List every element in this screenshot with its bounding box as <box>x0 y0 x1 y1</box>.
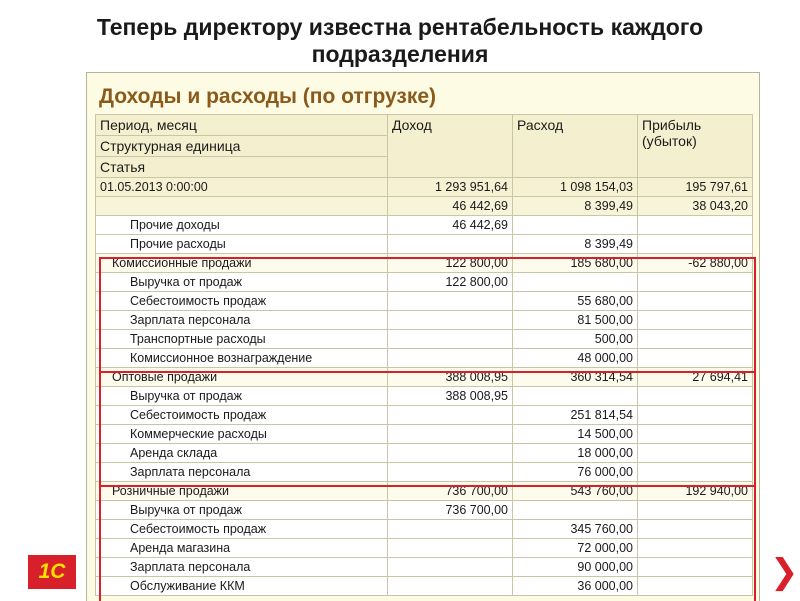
expense-cell[interactable]: 48 000,00 <box>513 349 638 368</box>
table-row[interactable] <box>96 406 753 425</box>
header-structural-unit[interactable]: Структурная единица <box>96 136 388 157</box>
expense-cell[interactable]: 90 000,00 <box>513 558 638 577</box>
income-cell[interactable] <box>388 425 513 444</box>
expense-cell[interactable]: 500,00 <box>513 330 638 349</box>
income-cell[interactable] <box>388 292 513 311</box>
table-row[interactable] <box>96 235 753 254</box>
row-label[interactable]: Себестоимость продаж <box>96 520 388 539</box>
profit-cell[interactable]: 192 940,00 <box>638 482 753 501</box>
profit-cell[interactable] <box>638 425 753 444</box>
header-row <box>96 115 753 136</box>
header-article[interactable]: Статья <box>96 157 388 178</box>
table-row[interactable] <box>96 558 753 577</box>
logo-1c-text: 1С <box>38 560 66 583</box>
income-cell[interactable] <box>388 235 513 254</box>
table-row[interactable] <box>96 216 753 235</box>
header-profit-line-2: (убыток) <box>642 133 697 149</box>
table-row[interactable] <box>96 539 753 558</box>
profit-cell[interactable] <box>638 235 753 254</box>
table-row[interactable] <box>96 577 753 596</box>
table-row[interactable] <box>96 463 753 482</box>
table-row[interactable] <box>96 197 753 216</box>
expense-cell[interactable]: 360 314,54 <box>513 368 638 387</box>
row-label[interactable]: Обслуживание ККМ <box>96 577 388 596</box>
table-row[interactable] <box>96 292 753 311</box>
income-cell[interactable]: 1 293 951,64 <box>388 178 513 197</box>
row-label[interactable]: Аренда магазина <box>96 539 388 558</box>
row-label[interactable]: Прочие доходы <box>96 216 388 235</box>
table-row[interactable] <box>96 178 753 197</box>
income-cell[interactable]: 736 700,00 <box>388 482 513 501</box>
table-row[interactable] <box>96 254 753 273</box>
row-label[interactable]: Аренда склада <box>96 444 388 463</box>
row-label[interactable]: Прочие расходы <box>96 235 388 254</box>
profit-cell[interactable] <box>638 330 753 349</box>
income-cell[interactable] <box>388 577 513 596</box>
profit-cell[interactable] <box>638 406 753 425</box>
table-row[interactable] <box>96 349 753 368</box>
income-cell[interactable]: 388 008,95 <box>388 368 513 387</box>
next-slide-arrow-icon[interactable]: ❯ <box>770 552 799 592</box>
row-label[interactable]: Транспортные расходы <box>96 330 388 349</box>
income-cell[interactable]: 122 800,00 <box>388 273 513 292</box>
income-cell[interactable] <box>388 349 513 368</box>
row-label[interactable]: Оптовые продажи <box>96 368 388 387</box>
row-label[interactable]: Комиссионные продажи <box>96 254 388 273</box>
table-row[interactable] <box>96 425 753 444</box>
profit-cell[interactable] <box>638 444 753 463</box>
report-window <box>86 72 760 601</box>
row-label[interactable]: Выручка от продаж <box>96 387 388 406</box>
table-row[interactable] <box>96 311 753 330</box>
table-row[interactable] <box>96 330 753 349</box>
profit-cell[interactable] <box>638 292 753 311</box>
profit-cell[interactable] <box>638 463 753 482</box>
table-row[interactable] <box>96 273 753 292</box>
expense-cell[interactable]: 8 399,49 <box>513 235 638 254</box>
income-cell[interactable]: 46 442,69 <box>388 197 513 216</box>
income-cell[interactable] <box>388 520 513 539</box>
row-label[interactable]: 01.05.2013 0:00:00 <box>96 178 388 197</box>
slide-title-line-1: Теперь директору известна рентабельность каждого <box>96 14 704 40</box>
expense-cell[interactable]: 36 000,00 <box>513 577 638 596</box>
row-label[interactable] <box>96 197 388 216</box>
row-label[interactable]: Зарплата персонала <box>96 311 388 330</box>
header-profit[interactable] <box>638 115 753 178</box>
table-row[interactable] <box>96 520 753 539</box>
profit-cell[interactable] <box>638 501 753 520</box>
income-cell[interactable]: 388 008,95 <box>388 387 513 406</box>
row-label[interactable]: Выручка от продаж <box>96 501 388 520</box>
header-expense[interactable]: Расход <box>513 115 638 178</box>
table-row[interactable] <box>96 368 753 387</box>
expense-cell[interactable]: 185 680,00 <box>513 254 638 273</box>
expense-cell[interactable]: 18 000,00 <box>513 444 638 463</box>
header-profit-line-1: Прибыль <box>642 117 702 133</box>
income-cell[interactable] <box>388 539 513 558</box>
report-table <box>95 114 753 596</box>
row-label[interactable]: Себестоимость продаж <box>96 292 388 311</box>
table-row[interactable] <box>96 387 753 406</box>
profit-cell[interactable] <box>638 387 753 406</box>
expense-cell[interactable]: 76 000,00 <box>513 463 638 482</box>
expense-cell[interactable]: 251 814,54 <box>513 406 638 425</box>
profit-cell[interactable] <box>638 273 753 292</box>
expense-cell[interactable] <box>513 387 638 406</box>
profit-cell[interactable] <box>638 349 753 368</box>
expense-cell[interactable]: 8 399,49 <box>513 197 638 216</box>
profit-cell[interactable]: 195 797,61 <box>638 178 753 197</box>
row-label[interactable]: Розничные продажи <box>96 482 388 501</box>
income-cell[interactable]: 46 442,69 <box>388 216 513 235</box>
expense-cell[interactable]: 543 760,00 <box>513 482 638 501</box>
profit-cell[interactable] <box>638 539 753 558</box>
income-cell[interactable] <box>388 558 513 577</box>
expense-cell[interactable]: 345 760,00 <box>513 520 638 539</box>
row-label[interactable]: Комиссионное вознаграждение <box>96 349 388 368</box>
income-cell[interactable] <box>388 444 513 463</box>
table-row[interactable] <box>96 482 753 501</box>
expense-cell[interactable]: 55 680,00 <box>513 292 638 311</box>
profit-cell[interactable]: 27 694,41 <box>638 368 753 387</box>
header-period[interactable]: Период, месяц <box>96 115 388 136</box>
profit-cell[interactable]: -62 880,00 <box>638 254 753 273</box>
expense-cell[interactable]: 14 500,00 <box>513 425 638 444</box>
row-label[interactable]: Выручка от продаж <box>96 273 388 292</box>
logo-1c <box>28 555 76 589</box>
expense-cell[interactable] <box>513 216 638 235</box>
report-title: Доходы и расходы (по отгрузке) <box>99 85 437 108</box>
income-cell[interactable]: 122 800,00 <box>388 254 513 273</box>
slide-title <box>40 14 760 68</box>
row-label[interactable]: Зарплата персонала <box>96 463 388 482</box>
profit-cell[interactable] <box>638 558 753 577</box>
income-cell[interactable] <box>388 330 513 349</box>
row-label[interactable]: Зарплата персонала <box>96 558 388 577</box>
expense-cell[interactable]: 1 098 154,03 <box>513 178 638 197</box>
slide-title-line-2: подразделения <box>311 41 489 67</box>
expense-cell[interactable]: 72 000,00 <box>513 539 638 558</box>
row-label[interactable]: Коммерческие расходы <box>96 425 388 444</box>
expense-cell[interactable]: 81 500,00 <box>513 311 638 330</box>
profit-cell[interactable] <box>638 216 753 235</box>
table-row[interactable] <box>96 501 753 520</box>
profit-cell[interactable]: 38 043,20 <box>638 197 753 216</box>
row-label[interactable]: Себестоимость продаж <box>96 406 388 425</box>
income-cell[interactable] <box>388 406 513 425</box>
table-row[interactable] <box>96 444 753 463</box>
expense-cell[interactable] <box>513 501 638 520</box>
profit-cell[interactable] <box>638 311 753 330</box>
header-income[interactable]: Доход <box>388 115 513 178</box>
income-cell[interactable] <box>388 463 513 482</box>
income-cell[interactable]: 736 700,00 <box>388 501 513 520</box>
expense-cell[interactable] <box>513 273 638 292</box>
income-cell[interactable] <box>388 311 513 330</box>
profit-cell[interactable] <box>638 520 753 539</box>
profit-cell[interactable] <box>638 577 753 596</box>
